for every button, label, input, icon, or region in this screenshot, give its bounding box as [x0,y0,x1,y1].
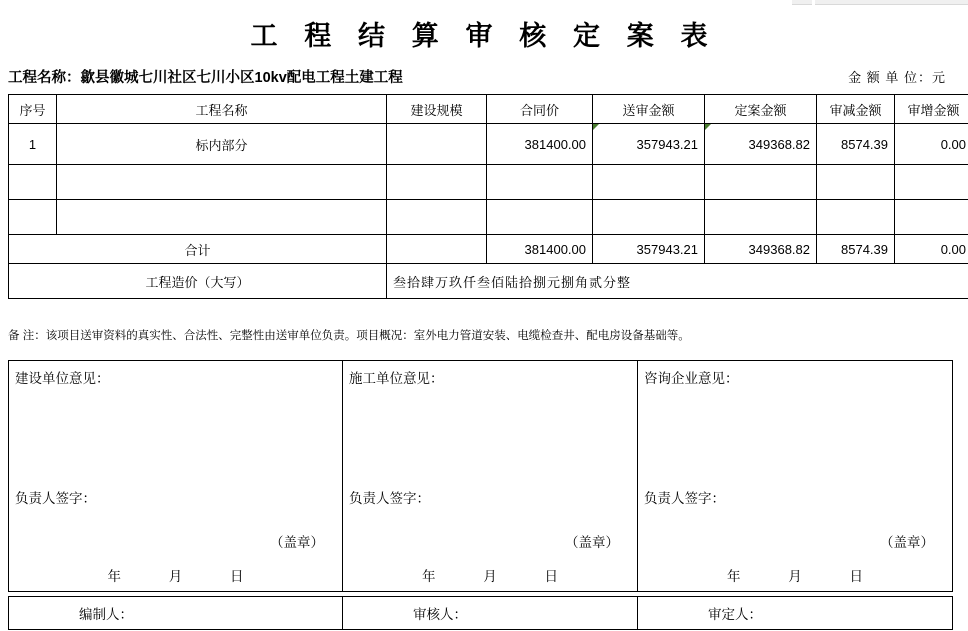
column-header-name: 工程名称 [57,95,387,124]
table-header-row [9,95,968,124]
opinion-signature-label: 负责人签字： [349,491,430,506]
cell-scale [387,165,487,200]
table-row [9,165,968,200]
opinion-cell-consulting-firm [638,361,953,592]
cell-contract-price [487,200,593,235]
opinion-date-line [9,565,342,585]
cell-increased [895,165,968,200]
preparer-field: 编制人： [9,597,343,630]
column-header-index: 序号 [9,95,57,124]
date-year-label: 年 [726,569,741,584]
total-submitted: 357943.21 [593,235,705,264]
cell-scale [387,200,487,235]
document-header [8,66,958,88]
remark-text: 备 注：该项目送审资料的真实性、合法性、完整性由送审单位负责。项目概况：室外电力管道安装、电缆检查井、配电房设备基础等。 [8,330,690,342]
date-day-label: 日 [544,569,559,584]
total-increased: 0.00 [895,235,968,264]
column-header-submitted: 送审金额 [593,95,705,124]
opinion-cell-construction-unit [9,361,343,592]
opinions-table [8,360,953,592]
cell-contract-price: 381400.00 [487,124,593,165]
page-edge-mark-right [815,0,968,5]
date-year-label: 年 [421,569,436,584]
column-header-contract-price: 合同价 [487,95,593,124]
capital-amount-label: 工程造价（大写） [9,264,387,299]
cell-submitted [593,200,705,235]
cell-approved [705,165,817,200]
page-edge-mark-left [792,0,812,5]
opinion-cell-contractor [343,361,638,592]
opinion-seal-label: （盖章） [880,535,934,550]
table-capital-row [9,264,968,299]
table-row [9,200,968,235]
cell-index [9,165,57,200]
date-year-label: 年 [107,569,121,584]
reviewer-field: 审核人： [343,597,638,630]
total-reduced: 8574.39 [817,235,895,264]
cell-approved [705,200,817,235]
approver-field: 审定人： [638,597,953,630]
cell-reduced [817,165,895,200]
page-title: 工 程 结 算 审 核 定 案 表 [250,21,718,51]
opinion-title: 建设单位意见： [15,371,110,386]
date-day-label: 日 [230,569,244,584]
project-name [8,66,403,87]
date-month-label: 月 [168,569,183,584]
signature-footer-table [8,596,953,630]
opinion-date-line [638,565,952,585]
column-header-scale: 建设规模 [387,95,487,124]
cell-reduced [817,200,895,235]
project-name-value: 歙县徽城七川社区七川小区10kv配电工程土建工程 [80,70,403,86]
column-header-increased: 审增金额 [895,95,968,124]
total-contract-price: 381400.00 [487,235,593,264]
table-total-row [9,235,968,264]
cell-increased [895,200,968,235]
cell-index: 1 [9,124,57,165]
date-month-label: 月 [483,569,497,584]
settlement-table [8,94,968,299]
cell-name: 标内部分 [57,124,387,165]
column-header-approved: 定案金额 [705,95,817,124]
total-approved: 349368.82 [705,235,817,264]
cell-name [57,165,387,200]
date-month-label: 月 [788,569,802,584]
opinion-date-line [343,565,637,585]
opinion-seal-label: （盖章） [270,535,324,550]
total-label: 合计 [9,235,387,264]
table-row [9,124,968,165]
column-header-reduced: 审减金额 [817,95,895,124]
cell-reduced: 8574.39 [817,124,895,165]
opinion-signature-label: 负责人签字： [15,491,96,506]
opinion-title: 咨询企业意见： [644,371,739,386]
cell-index [9,200,57,235]
capital-amount-value: 叁拾肆万玖仟叁佰陆拾捌元捌角贰分整 [387,264,968,299]
date-day-label: 日 [849,569,864,584]
opinion-title: 施工单位意见： [349,371,444,386]
cell-name [57,200,387,235]
cell-scale [387,124,487,165]
total-scale [387,235,487,264]
cell-approved: 349368.82 [705,124,817,165]
project-name-label: 工程名称： [8,70,81,86]
opinion-signature-label: 负责人签字： [644,491,725,506]
cell-submitted [593,165,705,200]
cell-submitted: 357943.21 [593,124,705,165]
amount-unit-note: 金 额 单 位：元 [848,70,946,85]
cell-contract-price [487,165,593,200]
opinion-seal-label: （盖章） [565,535,619,550]
cell-increased: 0.00 [895,124,968,165]
